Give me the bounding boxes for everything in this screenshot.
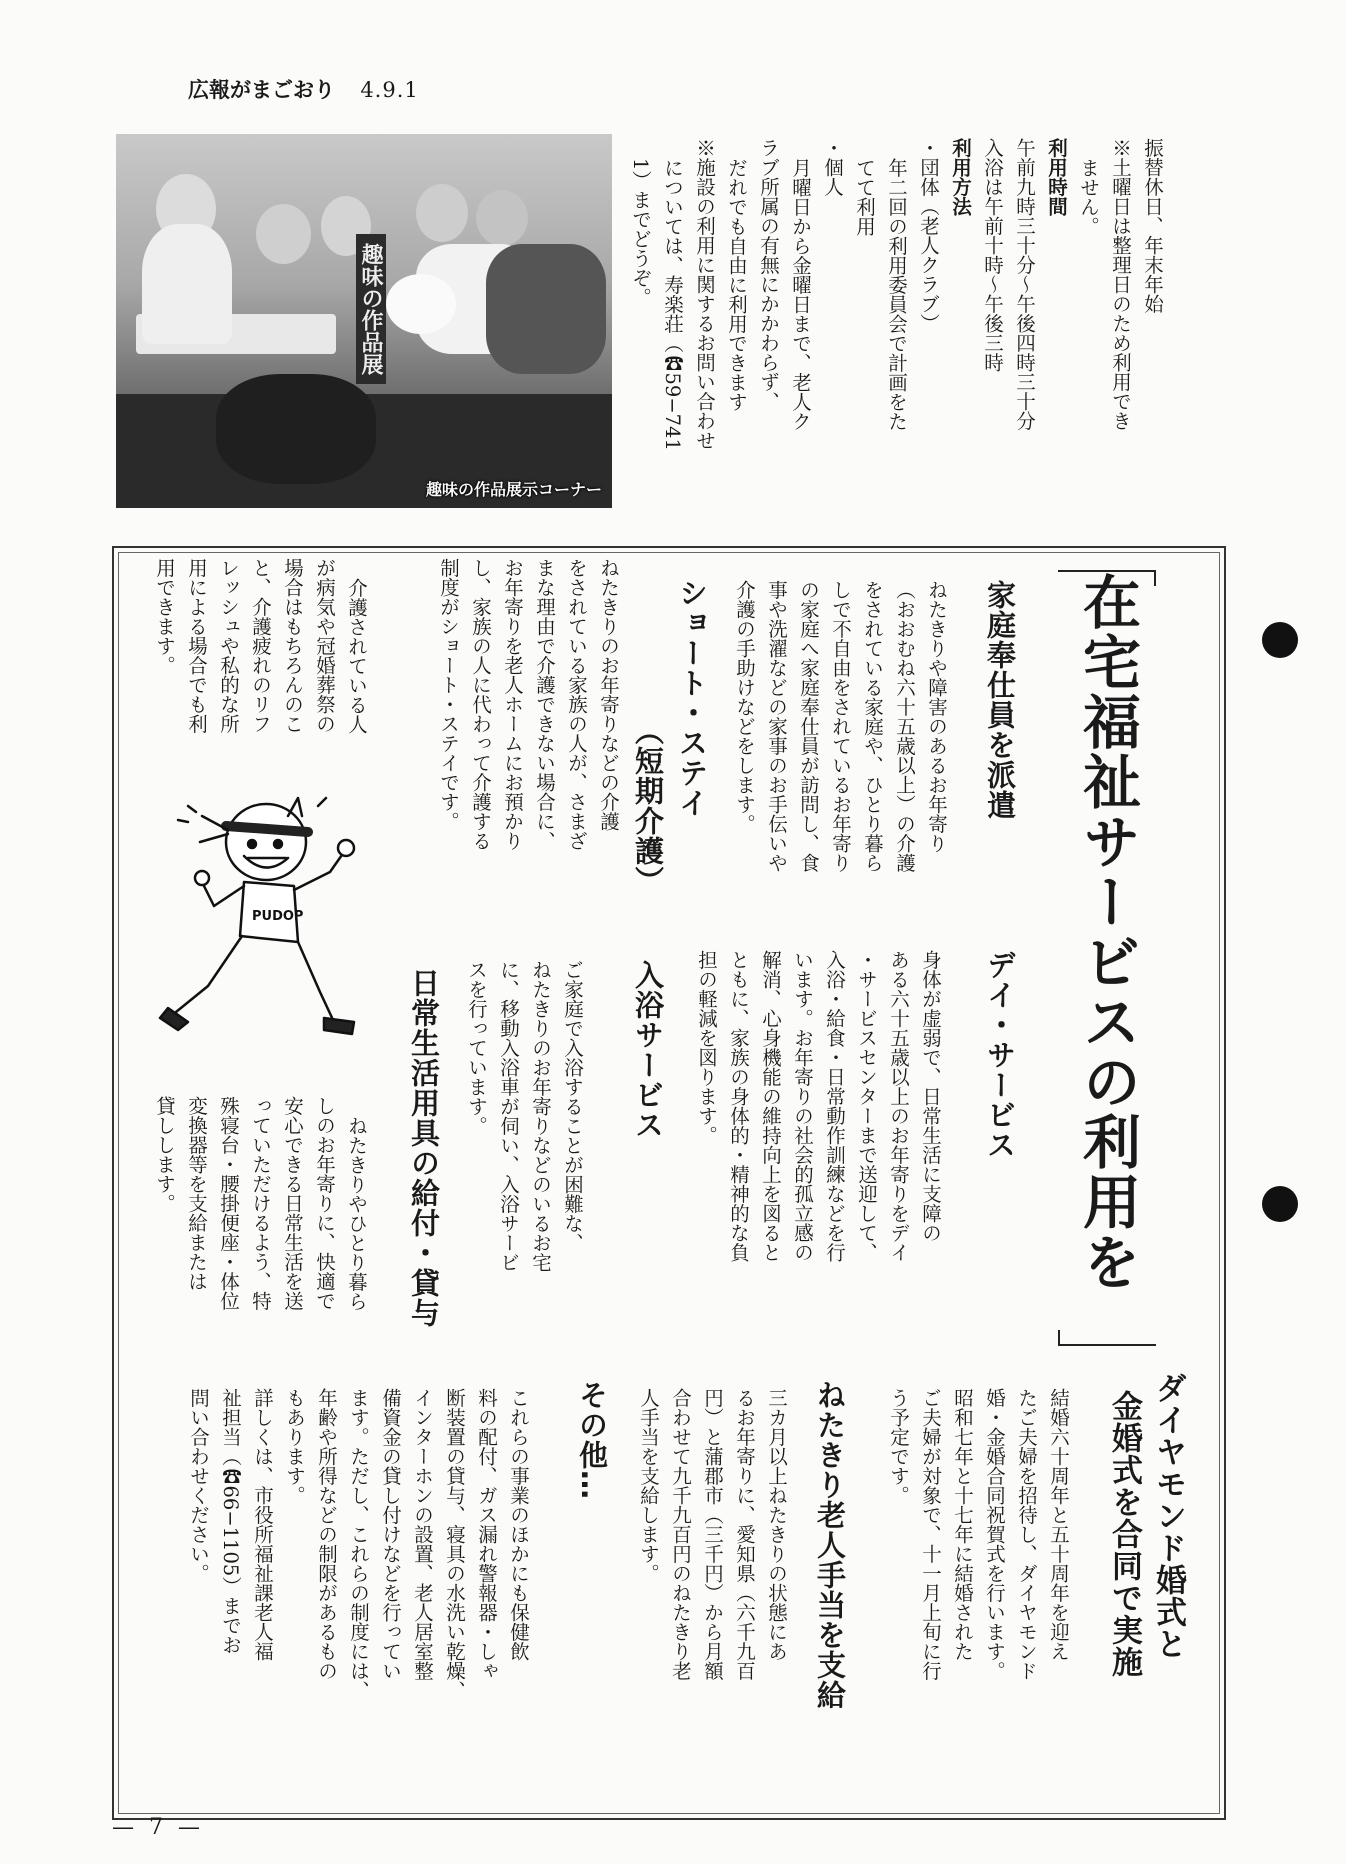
text-line: 料の配付、ガス漏れ警報器・しゃ — [475, 1388, 498, 1681]
text-line: これらの事業のほかにも保健飲 — [507, 1388, 530, 1661]
text-line: しで不自由をされているお年寄り — [829, 580, 852, 873]
label-method: 利用方法 — [949, 138, 972, 216]
text-line: ご夫婦が対象で、十一月上旬に行 — [919, 1388, 942, 1681]
text-line: 介護されている人 — [345, 578, 368, 734]
text-line: ・サービスセンターまで送迎して、 — [855, 950, 878, 1262]
mascot-shirt-text: PUDOP — [252, 909, 304, 924]
text-line: 断装置の貸与、寝具の水洗い乾燥、 — [443, 1388, 466, 1700]
section-short-stay-cont — [148, 558, 372, 790]
text-line: ・個人 — [821, 138, 844, 197]
text-line: に、移動入浴車が伺い、入浴サービ — [497, 960, 520, 1272]
text-line: お年寄りを老人ホームにお預かり — [501, 558, 524, 851]
text-line: スを行っています。 — [465, 960, 488, 1136]
mascot-illustration — [148, 786, 376, 1054]
text-line: をされている家族の人が、さまざ — [565, 558, 588, 851]
text-line: 入浴は午前十時〜午後三時 — [981, 138, 1004, 372]
text-line: ません。 — [1077, 158, 1100, 236]
text-line: ご家庭で入浴することが困難な、 — [561, 960, 584, 1253]
text-line: 身体が虚弱で、日常生活に支障の — [919, 950, 942, 1243]
heading-bath-service: 入浴サービス — [631, 960, 665, 1140]
bullet-dot — [1262, 1186, 1298, 1222]
text-line: 貸しします。 — [153, 1096, 176, 1213]
text-line: るお年寄りに、愛知県（六千九百 — [733, 1388, 756, 1681]
text-line: 解消、心身機能の維持向上を図ると — [759, 950, 782, 1262]
text-line: 円）と蒲郡市（三千円）から月額 — [701, 1388, 724, 1681]
text-line: 年齢や所得などの制限があるもの — [315, 1388, 338, 1681]
heading-daily-equipment: 日常生活用具の給付・貸与 — [407, 968, 441, 1328]
text-line: 入浴・給食・日常動作訓練などを行 — [823, 950, 846, 1262]
heading-home-helper: 家庭奉仕員を派遣 — [983, 580, 1017, 820]
publication-title: 広報がまごおり — [188, 78, 335, 102]
text-line: 月曜日から金曜日まで、老人ク — [789, 158, 812, 431]
text-line: 用できます。 — [153, 558, 176, 675]
text-line: 場合はもちろんのこ — [281, 558, 304, 734]
text-line: ※施設の利用に関するお問い合わせ — [693, 138, 716, 450]
section-short-stay — [432, 558, 624, 918]
text-line: 制度がショート・ステイです。 — [437, 558, 460, 831]
text-line: 人手当を支給します。 — [637, 1388, 660, 1583]
section-diamond — [882, 1388, 1074, 1768]
heading-short-stay: ショート・ステイ — [675, 578, 709, 818]
text-line: 事や洗濯などの家事のお手伝いや — [765, 580, 788, 873]
text-line: 用による場合でも利 — [185, 558, 208, 734]
photo-exhibit — [116, 134, 612, 508]
text-line: 問い合わせください。 — [187, 1388, 210, 1583]
text-line: が病気や冠婚葬祭の — [313, 558, 336, 734]
section-allowance — [632, 1388, 792, 1768]
text-line: もあります。 — [283, 1388, 306, 1505]
text-line: については、寿楽荘（☎59−741 — [661, 158, 684, 451]
masthead — [188, 74, 419, 104]
text-line: 備資金の貸し付けなどを行ってい — [379, 1388, 402, 1681]
text-line: ます。ただし、これらの制度には、 — [347, 1388, 370, 1700]
text-line: 祉担当（☎66−1105）までお — [219, 1388, 242, 1655]
text-line: ある六十五歳以上のお年寄りをデイ — [887, 950, 910, 1262]
heading-allowance: ねたきり老人手当を支給 — [813, 1380, 847, 1710]
heading-other: その他… — [575, 1380, 609, 1500]
text-line: 1）までどうぞ。 — [629, 158, 652, 307]
heading-diamond-line2: 金婚式を合同で実施 — [1106, 1390, 1142, 1678]
section-day-service — [690, 950, 946, 1322]
text-line: ねたきりや障害のあるお年寄り — [925, 580, 948, 853]
section-home-helper — [728, 580, 952, 920]
section-bath-service — [460, 960, 588, 1332]
text-line: 三カ月以上ねたきりの状態にあ — [765, 1388, 788, 1661]
exhibit-sign: 趣味の作品展 — [356, 234, 386, 384]
text-line: てて利用 — [853, 158, 876, 236]
text-line: 婚・金婚合同祝賀式を行います。 — [983, 1388, 1006, 1681]
text-line: 結婚六十周年と五十周年を迎え — [1047, 1388, 1070, 1661]
text-line: います。お年寄りの社会的孤立感の — [791, 950, 814, 1262]
text-line: （おおむね六十五歳以上）の介護 — [893, 580, 916, 873]
text-line: ※土曜日は整理日のため利用でき — [1109, 138, 1132, 431]
heading-diamond-line1: ダイヤモンド婚式と — [1150, 1372, 1186, 1660]
heading-day-service: デイ・サービス — [983, 950, 1017, 1160]
text-line: 昭和七年と十七年に結婚された — [951, 1388, 974, 1661]
text-line: ・団体（老人クラブ） — [917, 138, 940, 333]
title-bracket-bottom — [1058, 1330, 1156, 1346]
top-text-block — [624, 138, 1168, 510]
text-line: 年二回の利用委員会で計画をた — [885, 158, 908, 431]
text-line: の家庭へ家庭奉仕員が訪問し、食 — [797, 580, 820, 873]
text-line: 殊寝台・腰掛便座・体位 — [217, 1096, 240, 1311]
text-line: と、介護疲れのリフ — [249, 558, 272, 734]
text-line: だれでも自由に利用できます — [725, 158, 748, 412]
text-line: う予定です。 — [887, 1388, 910, 1505]
text-line: 午前九時三十分〜午後四時三十分 — [1013, 138, 1036, 431]
text-line: まな理由で介護できない場合に、 — [533, 558, 556, 851]
label-hours: 利用時間 — [1045, 138, 1068, 216]
page-number: — 7 — — [112, 1815, 204, 1840]
issue-date: 4.9.1 — [360, 78, 419, 102]
section-daily-equipment — [148, 1096, 372, 1320]
text-line: っていただけるよう、特 — [249, 1096, 272, 1311]
text-line: ねたきりやひとり暮ら — [345, 1116, 368, 1311]
text-line: ねたきりのお年寄りなどの介護 — [597, 558, 620, 831]
text-line: ねたきりのお年寄りなどのいるお宅 — [529, 960, 552, 1272]
text-line: ラブ所属の有無にかかわらず、 — [757, 138, 780, 411]
text-line: 合わせて九千九百円のねたきり老 — [669, 1388, 692, 1681]
bullet-dot — [1262, 622, 1298, 658]
text-line: ともに、家族の身体的・精神的な負 — [727, 950, 750, 1262]
text-line: 介護の手助けなどをします。 — [733, 580, 756, 834]
text-line: 振替休日、年末年始 — [1141, 138, 1164, 314]
text-line: し、家族の人に代わって介護する — [469, 558, 492, 851]
text-line: 安心できる日常生活を送 — [281, 1096, 304, 1311]
text-line: 変換器等を支給または — [185, 1096, 208, 1291]
text-line: 詳しくは、市役所福祉課老人福 — [251, 1388, 274, 1661]
text-line: レッシュや私的な所 — [217, 558, 240, 734]
section-other — [182, 1388, 534, 1768]
subheading-short-stay: （短期介護） — [631, 716, 665, 896]
main-title-wrap — [1066, 572, 1148, 1332]
photo-caption: 趣味の作品展示コーナー — [425, 480, 602, 499]
text-line: 担の軽減を図ります。 — [695, 950, 718, 1145]
main-title: 在宅福祉サービスの利用を — [1073, 572, 1141, 1292]
text-line: しのお年寄りに、快適で — [313, 1096, 336, 1311]
text-line: をされている家庭や、ひとり暮ら — [861, 580, 884, 873]
text-line: たご夫婦を招待し、ダイヤモンド — [1015, 1388, 1038, 1681]
text-line: インターホンの設置、老人居室整 — [411, 1388, 434, 1681]
